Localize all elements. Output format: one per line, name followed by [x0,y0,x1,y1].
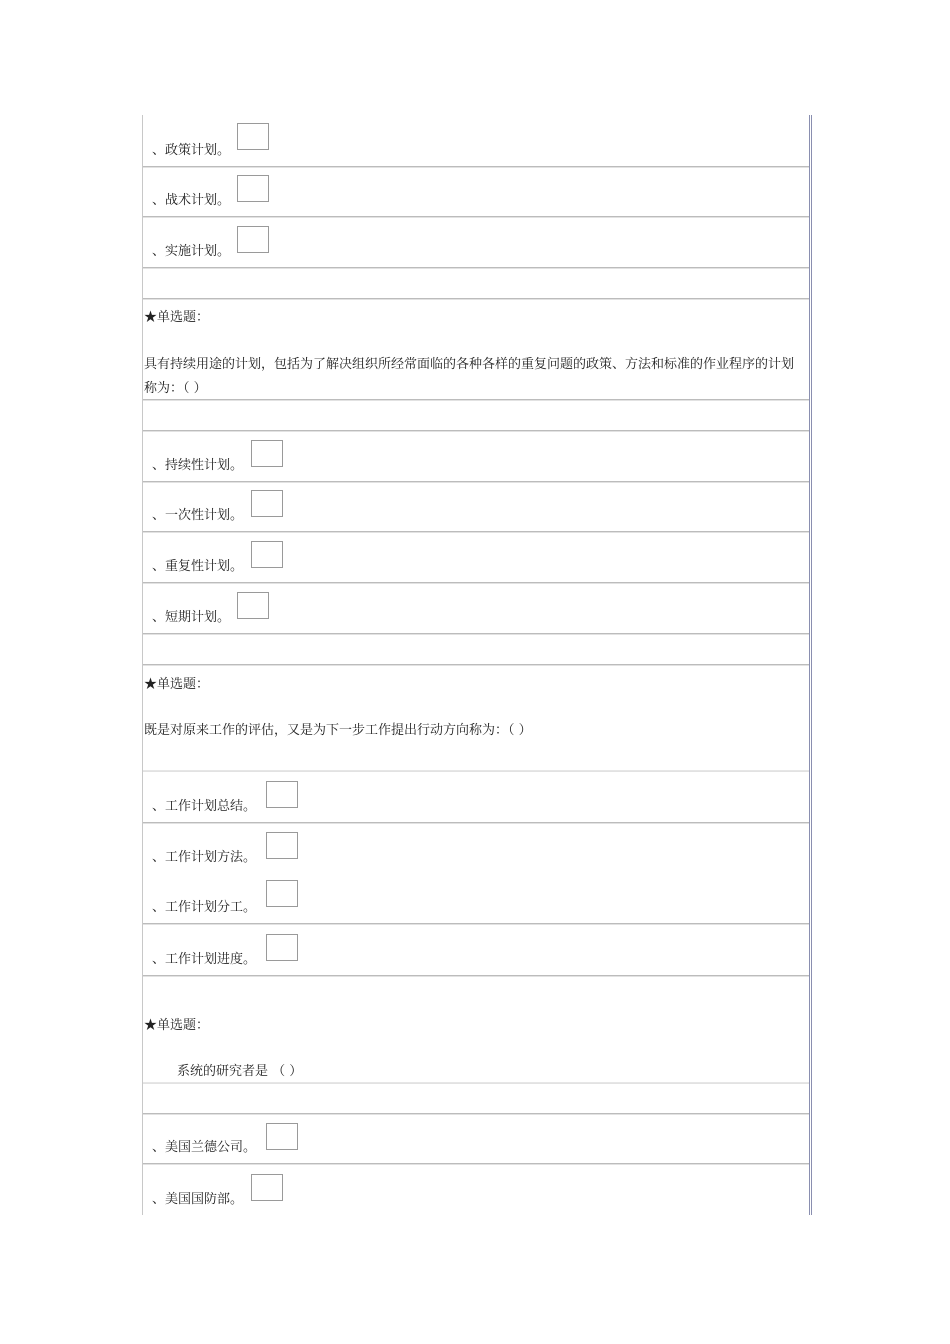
question-text: 具有持续用途的计划，包括为了解决组织所经常面临的各种各样的重复问题的政策、方法和标准的作业程序的计划称为：（ ） [144,357,795,396]
option-label: 、工作计划分工。 [152,900,257,915]
option-row [143,823,809,873]
option-row [143,924,809,976]
option-label: 、工作计划总结。 [152,799,257,814]
question-block [143,299,809,400]
answer-checkbox[interactable] [251,490,283,517]
question-sheet [142,115,812,1215]
question-type-label: ★单选题： [144,310,210,325]
option-label: 、战术计划。 [152,193,231,208]
answer-checkbox[interactable] [251,1174,283,1201]
option-label: 、重复性计划。 [152,559,244,574]
answer-checkbox[interactable] [266,832,298,859]
option-row [143,1164,809,1215]
answer-checkbox[interactable] [266,1123,298,1150]
answer-checkbox[interactable] [251,440,283,467]
question-block [143,665,809,771]
option-row [143,431,809,482]
option-label: 、政策计划。 [152,143,231,158]
question-block [143,976,809,1083]
option-label: 、短期计划。 [152,610,231,625]
option-label: 、美国兰德公司。 [152,1140,257,1155]
answer-checkbox[interactable] [251,541,283,568]
option-label: 、美国国防部。 [152,1192,244,1207]
option-row [143,1114,809,1164]
question-text: 系统的研究者是 （ ） [177,1064,303,1079]
option-row [143,482,809,532]
question-type-label: ★单选题： [144,677,210,692]
answer-checkbox[interactable] [237,592,269,619]
answer-checkbox[interactable] [237,226,269,253]
question-type-label: ★单选题： [144,1018,210,1033]
option-row [143,115,809,167]
spacer-row [143,268,809,299]
spacer-row [143,400,809,431]
option-label: 、实施计划。 [152,244,231,259]
option-row [143,873,809,924]
spacer-row [143,1083,809,1114]
option-row [143,167,809,217]
answer-checkbox[interactable] [266,781,298,808]
option-label: 、一次性计划。 [152,508,244,523]
answer-checkbox[interactable] [237,175,269,202]
spacer-row [143,634,809,665]
answer-checkbox[interactable] [266,934,298,961]
option-row [143,583,809,634]
answer-checkbox[interactable] [237,123,269,150]
option-row [143,771,809,823]
option-row [143,532,809,583]
option-label: 、工作计划方法。 [152,850,257,865]
question-text: 既是对原来工作的评估，又是为下一步工作提出行动方向称为：（ ） [144,723,532,738]
option-label: 、持续性计划。 [152,458,244,473]
option-label: 、工作计划进度。 [152,952,257,967]
option-row [143,217,809,268]
answer-checkbox[interactable] [266,880,298,907]
